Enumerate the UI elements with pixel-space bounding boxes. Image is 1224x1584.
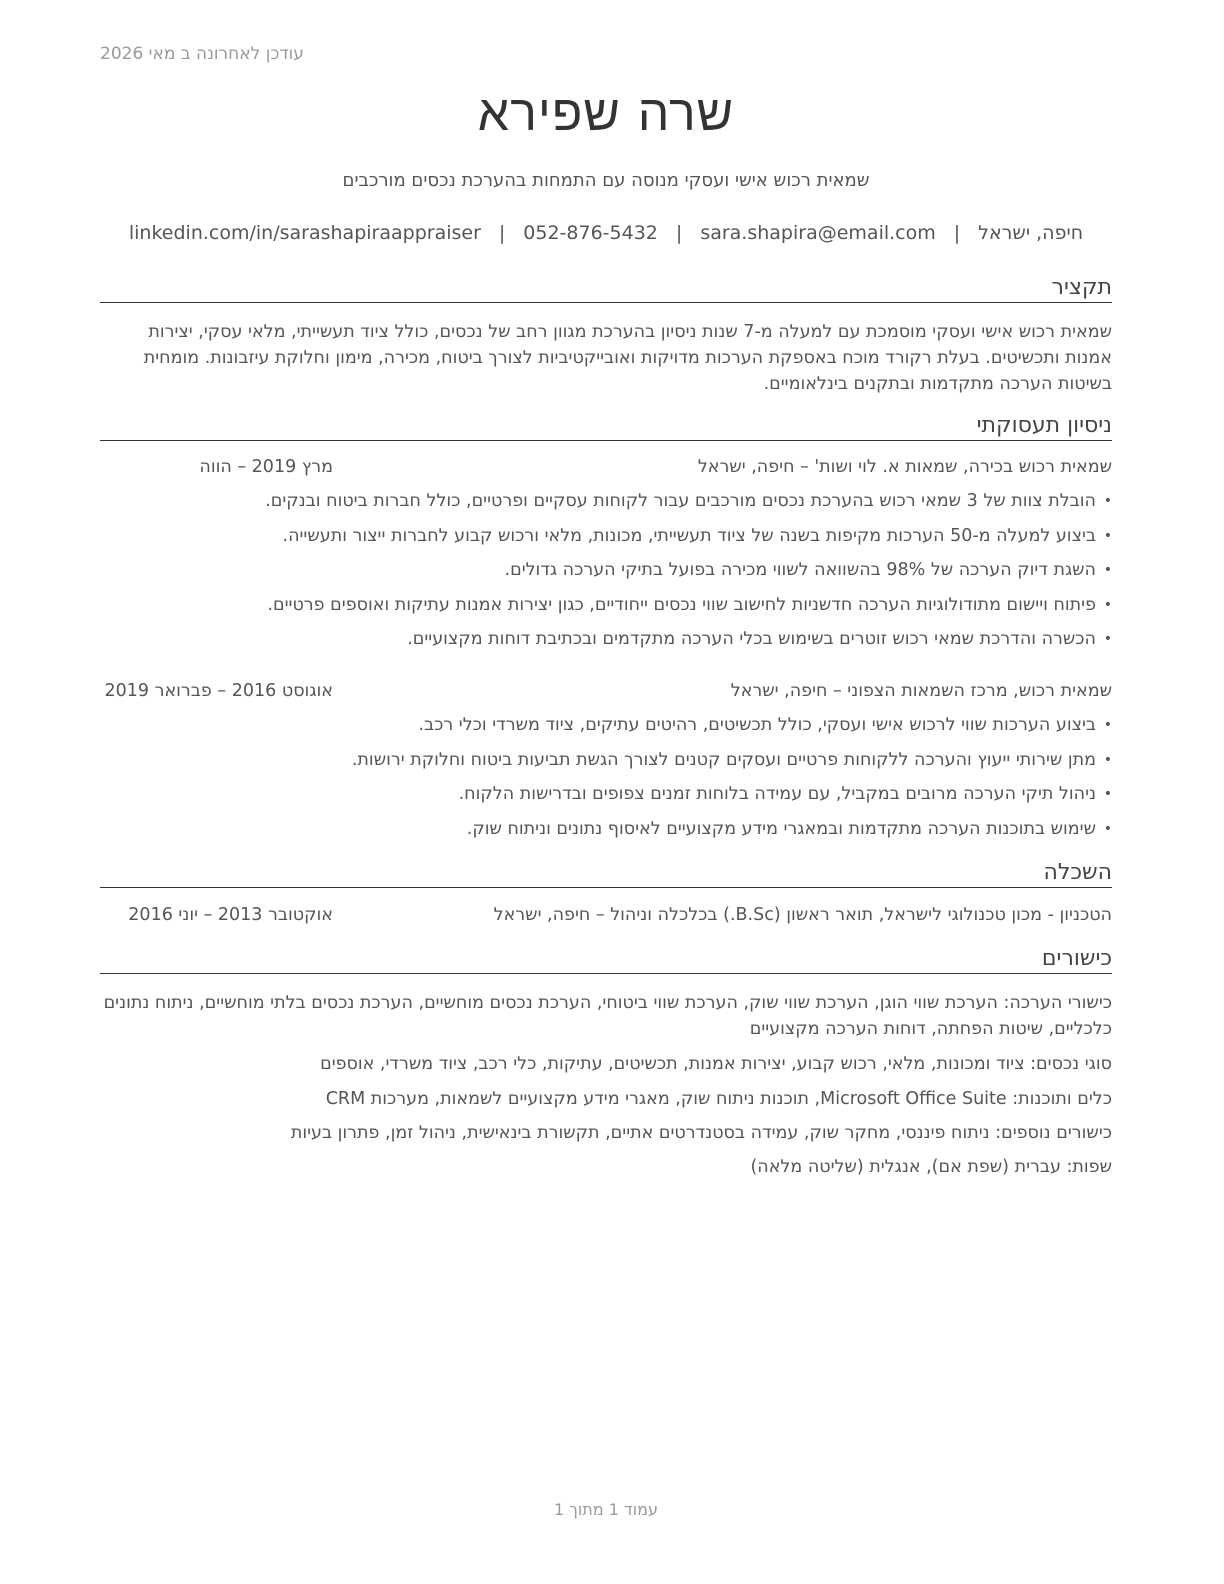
contact-phone[interactable]: 052-876-5432	[523, 222, 658, 244]
contact-separator: |	[953, 222, 961, 244]
last-updated: עודכן לאחרונה ב מאי 2026	[100, 44, 304, 64]
section-title-experience: ניסיון תעסוקתי	[100, 413, 1112, 441]
list-item: • ביצוע למעלה מ-50 הערכות מקיפות בשנה של ציוד תעשייתי, מכונות, מלאי ורכוש קבוע לחברות ייצור ותעשייה.	[100, 524, 1112, 559]
contact-location: חיפה, ישראל	[978, 222, 1084, 244]
list-item: • פיתוח ויישום מתודולוגיות הערכה חדשניות לחישוב שווי נכסים ייחודיים, כגון יצירות אמנות עתיקות ואוספים פרטיים.	[100, 593, 1112, 628]
skill-line: כישורים נוספים: ניתוח פיננסי, מחקר שוק, עמידה בסטנדרטים אתיים, תקשורת בינאישית, ניהול זמן, פתרון בעיות	[290, 1123, 1112, 1143]
education-institution-degree: הטכניון - מכון טכנולוגי לישראל, תואר ראשון (B.Sc.) בכלכלה וניהול – חיפה, ישראל	[493, 905, 1112, 925]
job-header	[100, 681, 1112, 705]
education-entry	[100, 905, 1112, 929]
contact-email[interactable]: sara.shapira@email.com	[700, 222, 936, 244]
summary-text: שמאית רכוש אישי ועסקי מוסמכת עם למעלה מ-7 שנות ניסיון בהערכת מגוון רחב של נכסים, כולל ציוד תעשייתי, מלאי עסקי, יצירות אמנות ותכשיטים. בעלת רקורד מוכח באספקת הערכות מדויקות ואובייקטיביות לצורך ביטוח, מכירה, מימון וחלוקת עיזבונות. מומחית בשיטות הערכה מתקדמות ובתקנים בינלאומיים.	[143, 322, 1112, 394]
job-dates: אוגוסט 2016 – פברואר 2019	[104, 681, 333, 701]
contact-linkedin[interactable]: linkedin.com/in/sarashapiraappraiser	[128, 222, 481, 244]
job-header	[100, 457, 1112, 481]
job-dates: מרץ 2019 – הווה	[199, 457, 333, 477]
list-item: • שימוש בתוכנות הערכה מתקדמות ובמאגרי מידע מקצועיים לאיסוף נתונים וניתוח שוק.	[100, 817, 1112, 852]
professional-subtitle: שמאית רכוש אישי ועסקי מנוסה עם התמחות בהערכת נכסים מורכבים	[342, 170, 870, 191]
section-title-summary: תקציר	[100, 275, 1112, 303]
list-item: • מתן שירותי ייעוץ והערכה ללקוחות פרטיים ועסקים קטנים לצורך הגשת תביעות ביטוח וחלוקת ירושות.	[100, 748, 1112, 783]
job-title-company: שמאית רכוש בכירה, שמאות א. לוי ושות' – חיפה, ישראל	[697, 457, 1112, 477]
section-title-education: השכלה	[100, 860, 1112, 888]
skill-line: כישורי הערכה: הערכת שווי הוגן, הערכת שווי שוק, הערכת שווי ביטוחי, הערכת נכסים מוחשיים, הערכת נכסים בלתי מוחשיים, ניתוח נתונים כלכליים, שיטות הפחתה, דוחות הערכה מקצועיים	[103, 993, 1112, 1039]
contact-separator: |	[675, 222, 683, 244]
education-dates: אוקטובר 2013 – יוני 2016	[128, 905, 333, 925]
list-item: • השגת דיוק הערכה של 98% בהשוואה לשווי מכירה בפועל בתיקי הערכה גדולים.	[100, 558, 1112, 593]
list-item: • ביצוע הערכות שווי לרכוש אישי ועסקי, כולל תכשיטים, רהיטים עתיקים, ציוד משרדי וכלי רכב.	[100, 713, 1112, 748]
section-title-skills: כישורים	[100, 946, 1112, 974]
list-item: • ניהול תיקי הערכה מרובים במקביל, עם עמידה בלוחות זמנים צפופים ובדרישות הלקוח.	[100, 782, 1112, 817]
skill-line: סוגי נכסים: ציוד ומכונות, מלאי, רכוש קבוע, יצירות אמנות, תכשיטים, עתיקות, כלי רכב, ציוד משרדי, אוספים	[320, 1054, 1112, 1074]
job-bullets	[100, 489, 1112, 662]
contact-line	[100, 222, 1112, 244]
skill-line: שפות: עברית (שפת אם), אנגלית (שליטה מלאה)	[750, 1157, 1112, 1177]
page-number: עמוד 1 מתוך 1	[554, 1500, 658, 1519]
contact-separator: |	[498, 222, 506, 244]
job-bullets	[100, 713, 1112, 851]
list-item: • הובלת צוות של 3 שמאי רכוש בהערכת נכסים מורכבים עבור לקוחות עסקיים ופרטיים, כולל חברות ביטוח ובנקים.	[100, 489, 1112, 524]
resume-page	[100, 0, 1112, 1584]
list-item: • הכשרה והדרכת שמאי רכוש זוטרים בשימוש בכלי הערכה מתקדמים ובכתיבת דוחות מקצועיים.	[100, 627, 1112, 662]
skill-line: כלים ותוכנות: Microsoft Office Suite, תוכנות ניתוח שוק, מאגרי מידע מקצועיים לשמאות, מערכות CRM	[325, 1089, 1112, 1109]
candidate-name: שרה שפירא	[477, 84, 735, 142]
job-title-company: שמאית רכוש, מרכז השמאות הצפוני – חיפה, ישראל	[730, 681, 1112, 701]
